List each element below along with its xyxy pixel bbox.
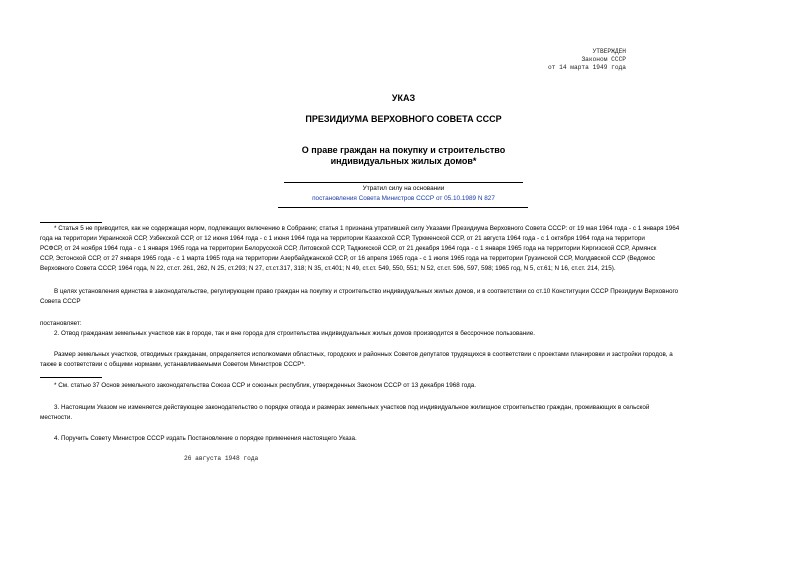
approval-line3: от 14 марта 1949 года [548, 64, 626, 71]
footnote1-line5: Верховного Совета СССР, 1964 года, N 22, ст.ст. 261, 262, N 25, ст.293; N 27, ст.ст.317, 318; N 35, ст.401; N 49, ст.ст. 549, 550, 551; N 52, ст.ст. 596, 597, 598; 1965 год, N 5, ст.61; N 16, ст.ст. 214, 215). [40, 265, 616, 272]
annulment-text: Утратил силу на основании [362, 185, 445, 192]
annulment-bottom-rule [278, 207, 528, 208]
article-3-line2: местности. [40, 414, 73, 421]
annulment-link[interactable]: постановления Совета Министров СССР от 05.10.1989 N 827 [312, 195, 495, 202]
footnote1-separator [40, 222, 102, 223]
footnote1-line4: ССР, Эстонской ССР, от 27 января 1965 года - с 1 марта 1965 года на территории Азербайджанской ССР, от 16 апреля 1965 года - с 1 июля 1965 года на территории Грузинской ССР, Молдавской ССР (Ведомос [40, 255, 656, 262]
footnote2-separator [40, 377, 102, 378]
preamble [40, 287, 770, 307]
approval-stamp [548, 48, 626, 72]
article-3 [40, 403, 770, 423]
footnote2: * См. статью 37 Основ земельного законодательства Союза ССР и союзных республик, утвержденных Законом СССР от 13 декабря 1968 года. [54, 382, 477, 389]
preamble-line2: Совета СССР [40, 298, 81, 305]
footnote1-line3: РСФСР, от 24 ноября 1964 года - с 1 января 1965 года на территории Белорусской ССР, Литовской ССР, Таджикской ССР, от 21 декабря 1964 года - с 1 января 1965 года на территории Киргизской ССР, Армянск [40, 245, 657, 252]
annulment-notice [0, 184, 807, 204]
decrees-word: постановляет: [40, 320, 82, 327]
approval-line1: УТВЕРЖДЕН [592, 48, 626, 55]
article-2-size-line1: Размер земельных участков, отводимых гражданам, определяется исполкомами областных, городских и районных Советов депутатов трудящихся в соответствии с проектами планировки и застройки городов, а [54, 351, 673, 358]
article-2-size-line2: также в соответствии с общими нормами, устанавливаемыми Советом Министров СССР*. [40, 361, 306, 368]
footnote1 [40, 224, 770, 274]
article-2-size [40, 350, 770, 370]
signature-date: 26 августа 1948 года [184, 455, 259, 462]
article-2: 2. Отвод гражданам земельных участков как в городе, так и вне города для строительства индивидуальных жилых домов производится в бессрочное пользование. [54, 330, 535, 337]
footnote1-line2: года на территории Украинской ССР, Узбекской ССР, от 12 июня 1964 года - с 1 июня 1964 года на территории Казахской ССР, Туркменской ССР, от 21 августа 1964 года - с 1 октября 1964 года на территори [40, 235, 645, 242]
document-issuer: ПРЕЗИДИУМА ВЕРХОВНОГО СОВЕТА СССР [305, 114, 502, 124]
document-title: УКАЗ [391, 93, 416, 103]
subject-line1: О праве граждан на покупку и строительство [301, 145, 506, 155]
annulment-top-rule [284, 182, 523, 183]
approval-line2: Законом СССР [581, 56, 626, 63]
subject-line2: индивидуальных жилых домов* [330, 156, 477, 166]
article-4: 4. Поручить Совету Министров СССР издать Постановление о порядке применения настоящего Указа. [54, 435, 357, 442]
preamble-line1: В целях установления единства в законодательстве, регулирующем право граждан на покупку и строительство индивидуальных жилых домов, и в соответствии со ст.10 Конституции СССР Президиум Верховного [54, 288, 679, 295]
article-3-line1: 3. Настоящим Указом не изменяется действующее законодательство о порядке отвода и размерах земельных участков под индивидуальное жилищное строительство граждан, проживающих в сельской [54, 404, 650, 411]
footnote1-line1: * Статья 5 не приводится, как не содержащая норм, подлежащих включению в Собрание; статья 1 признана утратившей силу Указами Президиума Верховного Совета СССР: от 19 мая 1964 года - с 1 января 1964 [54, 225, 680, 232]
document-subject [0, 145, 807, 167]
